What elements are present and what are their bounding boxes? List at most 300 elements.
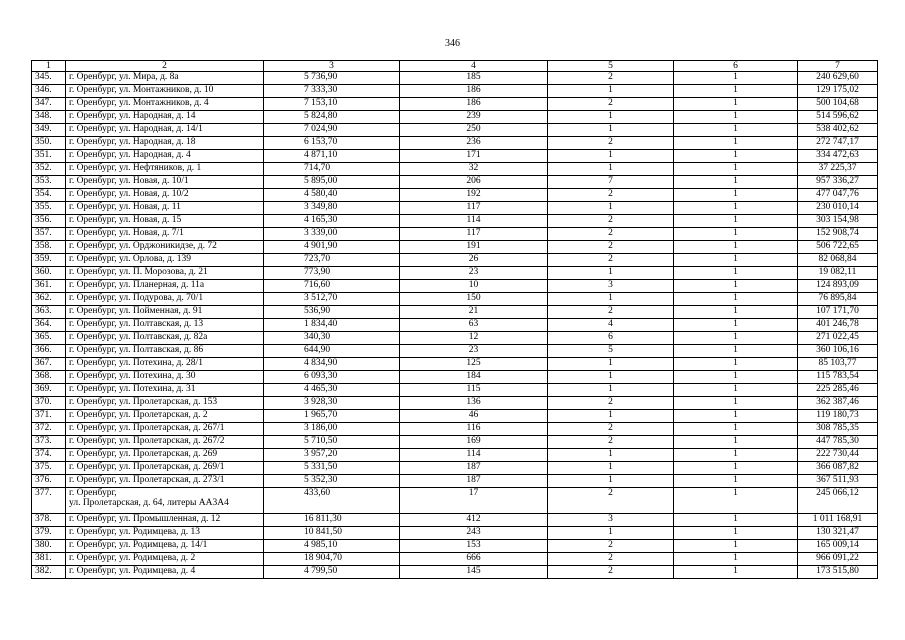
residents-cell: 187 xyxy=(400,475,548,488)
address-cell: г. Оренбург, ул. Полтавская, д. 13 xyxy=(66,319,264,332)
flag-cell: 1 xyxy=(674,540,798,553)
amount-cell: 366 087,82 xyxy=(798,462,878,475)
row-number: 370. xyxy=(32,397,66,410)
residents-cell: 21 xyxy=(400,306,548,319)
area-cell: 340,30 xyxy=(264,332,400,345)
address-cell: г. Оренбург, ул. Потехина, д. 30 xyxy=(66,371,264,384)
table-row xyxy=(32,306,878,319)
row-number: 345. xyxy=(32,72,66,85)
category-cell: 6 xyxy=(548,332,674,345)
area-cell: 716,60 xyxy=(264,280,400,293)
flag-cell: 1 xyxy=(674,85,798,98)
area-cell: 5 331,50 xyxy=(264,462,400,475)
flag-cell: 1 xyxy=(674,306,798,319)
residents-cell: 125 xyxy=(400,358,548,371)
area-cell: 4 799,50 xyxy=(264,566,400,579)
category-cell: 1 xyxy=(548,371,674,384)
category-cell: 3 xyxy=(548,514,674,527)
residents-cell: 153 xyxy=(400,540,548,553)
area-cell: 723,70 xyxy=(264,254,400,267)
residents-cell: 412 xyxy=(400,514,548,527)
area-cell: 6 153,70 xyxy=(264,137,400,150)
row-number: 369. xyxy=(32,384,66,397)
address-cell: г. Оренбург, ул. Полтавская, д. 82а xyxy=(66,332,264,345)
amount-cell: 1 011 168,91 xyxy=(798,514,878,527)
amount-cell: 362 387,46 xyxy=(798,397,878,410)
table-row xyxy=(32,176,878,189)
table-row xyxy=(32,72,878,85)
flag-cell: 1 xyxy=(674,488,798,514)
flag-cell: 1 xyxy=(674,514,798,527)
amount-cell: 308 785,35 xyxy=(798,423,878,436)
table-row xyxy=(32,514,878,527)
address-cell: г. Оренбург, ул. Промышленная, д. 12 xyxy=(66,514,264,527)
row-number: 376. xyxy=(32,475,66,488)
category-cell: 4 xyxy=(548,319,674,332)
table-row xyxy=(32,540,878,553)
residents-cell: 186 xyxy=(400,85,548,98)
residents-cell: 243 xyxy=(400,527,548,540)
table-row xyxy=(32,293,878,306)
table-row xyxy=(32,241,878,254)
address-cell: г. Оренбург, ул. Подурова, д. 70/1 xyxy=(66,293,264,306)
category-cell: 1 xyxy=(548,124,674,137)
flag-cell: 1 xyxy=(674,345,798,358)
residents-cell: 17 xyxy=(400,488,548,514)
table-row xyxy=(32,228,878,241)
row-number: 364. xyxy=(32,319,66,332)
residents-cell: 150 xyxy=(400,293,548,306)
row-number: 354. xyxy=(32,189,66,202)
address-cell: г. Оренбург, ул. Народная, д. 14 xyxy=(66,111,264,124)
row-number: 346. xyxy=(32,85,66,98)
residents-cell: 187 xyxy=(400,462,548,475)
residents-cell: 250 xyxy=(400,124,548,137)
row-number: 374. xyxy=(32,449,66,462)
category-cell: 2 xyxy=(548,423,674,436)
address-cell: г. Оренбург, ул. Пролетарская, д. 2 xyxy=(66,410,264,423)
page-number: 346 xyxy=(445,38,460,49)
area-cell: 3 512,70 xyxy=(264,293,400,306)
amount-cell: 152 908,74 xyxy=(798,228,878,241)
flag-cell: 1 xyxy=(674,449,798,462)
row-number: 358. xyxy=(32,241,66,254)
category-cell: 2 xyxy=(548,215,674,228)
residents-cell: 186 xyxy=(400,98,548,111)
area-cell: 3 957,20 xyxy=(264,449,400,462)
amount-cell: 506 722,65 xyxy=(798,241,878,254)
residents-cell: 46 xyxy=(400,410,548,423)
amount-cell: 173 515,80 xyxy=(798,566,878,579)
amount-cell: 19 082,11 xyxy=(798,267,878,280)
row-number: 382. xyxy=(32,566,66,579)
table-row xyxy=(32,319,878,332)
area-cell: 3 339,00 xyxy=(264,228,400,241)
amount-cell: 37 225,37 xyxy=(798,163,878,176)
category-cell: 2 xyxy=(548,553,674,566)
row-number: 357. xyxy=(32,228,66,241)
row-number: 361. xyxy=(32,280,66,293)
table-row xyxy=(32,98,878,111)
table-body xyxy=(32,61,878,579)
category-cell: 1 xyxy=(548,358,674,371)
residents-cell: 169 xyxy=(400,436,548,449)
amount-cell: 514 596,62 xyxy=(798,111,878,124)
residents-cell: 115 xyxy=(400,384,548,397)
table-row xyxy=(32,202,878,215)
amount-cell: 119 180,73 xyxy=(798,410,878,423)
amount-cell: 401 246,78 xyxy=(798,319,878,332)
table-row xyxy=(32,436,878,449)
amount-cell: 360 106,16 xyxy=(798,345,878,358)
housing-register-table xyxy=(31,60,878,579)
category-cell: 1 xyxy=(548,111,674,124)
category-cell: 1 xyxy=(548,410,674,423)
table-row xyxy=(32,553,878,566)
residents-cell: 114 xyxy=(400,215,548,228)
residents-cell: 117 xyxy=(400,228,548,241)
row-number: 353. xyxy=(32,176,66,189)
residents-cell: 32 xyxy=(400,163,548,176)
flag-cell: 1 xyxy=(674,202,798,215)
flag-cell: 1 xyxy=(674,397,798,410)
row-number: 379. xyxy=(32,527,66,540)
category-cell: 3 xyxy=(548,280,674,293)
amount-cell: 124 893,09 xyxy=(798,280,878,293)
row-number: 363. xyxy=(32,306,66,319)
area-cell: 16 811,30 xyxy=(264,514,400,527)
area-cell: 6 093,30 xyxy=(264,371,400,384)
residents-cell: 117 xyxy=(400,202,548,215)
row-number: 373. xyxy=(32,436,66,449)
address-cell: г. Оренбург, ул. Родимцева, д. 13 xyxy=(66,527,264,540)
address-cell: г. Оренбург, ул. Полтавская, д. 86 xyxy=(66,345,264,358)
category-cell: 1 xyxy=(548,449,674,462)
category-cell: 1 xyxy=(548,527,674,540)
area-cell: 5 895,00 xyxy=(264,176,400,189)
flag-cell: 1 xyxy=(674,267,798,280)
category-cell: 2 xyxy=(548,241,674,254)
area-cell: 3 928,30 xyxy=(264,397,400,410)
row-number: 365. xyxy=(32,332,66,345)
flag-cell: 1 xyxy=(674,436,798,449)
flag-cell: 1 xyxy=(674,254,798,267)
table-row xyxy=(32,371,878,384)
row-number: 360. xyxy=(32,267,66,280)
area-cell: 773,90 xyxy=(264,267,400,280)
category-cell: 2 xyxy=(548,137,674,150)
address-cell: г. Оренбург, ул. Новая, д. 10/1 xyxy=(66,176,264,189)
area-cell: 4 871,10 xyxy=(264,150,400,163)
table-row xyxy=(32,397,878,410)
category-cell: 2 xyxy=(548,189,674,202)
flag-cell: 1 xyxy=(674,72,798,85)
residents-cell: 236 xyxy=(400,137,548,150)
address-cell: г. Оренбург, ул. Новая, д. 11 xyxy=(66,202,264,215)
residents-cell: 191 xyxy=(400,241,548,254)
amount-cell: 107 171,70 xyxy=(798,306,878,319)
area-cell: 3 349,80 xyxy=(264,202,400,215)
amount-cell: 500 104,68 xyxy=(798,98,878,111)
table-row xyxy=(32,527,878,540)
table-row xyxy=(32,85,878,98)
amount-cell: 966 091,22 xyxy=(798,553,878,566)
amount-cell: 129 175,02 xyxy=(798,85,878,98)
flag-cell: 1 xyxy=(674,228,798,241)
area-cell: 5 710,50 xyxy=(264,436,400,449)
area-cell: 18 904,70 xyxy=(264,553,400,566)
address-cell: г. Оренбург, ул. Пролетарская, д. 153 xyxy=(66,397,264,410)
row-number: 348. xyxy=(32,111,66,124)
column-header: 2 xyxy=(66,61,264,72)
amount-cell: 303 154,98 xyxy=(798,215,878,228)
address-cell: г. Оренбург, ул. Новая, д. 7/1 xyxy=(66,228,264,241)
residents-cell: 666 xyxy=(400,553,548,566)
category-cell: 2 xyxy=(548,72,674,85)
address-cell: г. Оренбург, ул. Нефтяников, д. 1 xyxy=(66,163,264,176)
residents-cell: 63 xyxy=(400,319,548,332)
residents-cell: 185 xyxy=(400,72,548,85)
table-row xyxy=(32,462,878,475)
address-cell: г. Оренбург, ул. Пролетарская, д. 269 xyxy=(66,449,264,462)
amount-cell: 225 285,46 xyxy=(798,384,878,397)
category-cell: 1 xyxy=(548,150,674,163)
table-row xyxy=(32,254,878,267)
residents-cell: 136 xyxy=(400,397,548,410)
address-cell: г. Оренбург, ул. Орлова, д. 139 xyxy=(66,254,264,267)
row-number: 367. xyxy=(32,358,66,371)
address-cell: г. Оренбург, ул. Потехина, д. 28/1 xyxy=(66,358,264,371)
address-cell: г. Оренбург, ул. Пролетарская, д. 269/1 xyxy=(66,462,264,475)
category-cell: 2 xyxy=(548,488,674,514)
row-number: 362. xyxy=(32,293,66,306)
row-number: 366. xyxy=(32,345,66,358)
column-header: 5 xyxy=(548,61,674,72)
column-header: 4 xyxy=(400,61,548,72)
row-number: 371. xyxy=(32,410,66,423)
amount-cell: 334 472,63 xyxy=(798,150,878,163)
amount-cell: 230 010,14 xyxy=(798,202,878,215)
amount-cell: 222 730,44 xyxy=(798,449,878,462)
address-cell: г. Оренбург, ул. Народная, д. 18 xyxy=(66,137,264,150)
area-cell: 536,90 xyxy=(264,306,400,319)
flag-cell: 1 xyxy=(674,137,798,150)
residents-cell: 116 xyxy=(400,423,548,436)
flag-cell: 1 xyxy=(674,475,798,488)
flag-cell: 1 xyxy=(674,124,798,137)
address-cell: г. Оренбург, ул. Пролетарская, д. 64, литеры АА3А4 xyxy=(66,488,264,514)
category-cell: 2 xyxy=(548,436,674,449)
address-cell: г. Оренбург, ул. Пролетарская, д. 267/1 xyxy=(66,423,264,436)
amount-cell: 85 103,77 xyxy=(798,358,878,371)
table-row xyxy=(32,163,878,176)
residents-cell: 23 xyxy=(400,267,548,280)
flag-cell: 1 xyxy=(674,358,798,371)
area-cell: 7 333,30 xyxy=(264,85,400,98)
category-cell: 5 xyxy=(548,345,674,358)
category-cell: 7 xyxy=(548,176,674,189)
row-number: 381. xyxy=(32,553,66,566)
column-header: 7 xyxy=(798,61,878,72)
category-cell: 1 xyxy=(548,163,674,176)
address-cell: г. Оренбург, ул. Мира, д. 8а xyxy=(66,72,264,85)
area-cell: 5 736,90 xyxy=(264,72,400,85)
residents-cell: 206 xyxy=(400,176,548,189)
address-cell: г. Оренбург, ул. Монтажников, д. 4 xyxy=(66,98,264,111)
area-cell: 4 834,90 xyxy=(264,358,400,371)
address-cell: г. Оренбург, ул. Пролетарская, д. 267/2 xyxy=(66,436,264,449)
table-row xyxy=(32,358,878,371)
amount-cell: 130 321,47 xyxy=(798,527,878,540)
table-header-row xyxy=(32,61,878,72)
address-cell: г. Оренбург, ул. Монтажников, д. 10 xyxy=(66,85,264,98)
amount-cell: 367 511,93 xyxy=(798,475,878,488)
flag-cell: 1 xyxy=(674,566,798,579)
category-cell: 1 xyxy=(548,293,674,306)
address-cell: г. Оренбург, ул. Новая, д. 10/2 xyxy=(66,189,264,202)
table-row xyxy=(32,124,878,137)
area-cell: 10 841,50 xyxy=(264,527,400,540)
row-number: 351. xyxy=(32,150,66,163)
category-cell: 1 xyxy=(548,475,674,488)
amount-cell: 115 783,54 xyxy=(798,371,878,384)
table-row xyxy=(32,449,878,462)
row-number: 350. xyxy=(32,137,66,150)
area-cell: 4 465,30 xyxy=(264,384,400,397)
category-cell: 2 xyxy=(548,540,674,553)
table-row xyxy=(32,267,878,280)
table-row xyxy=(32,410,878,423)
area-cell: 1 965,70 xyxy=(264,410,400,423)
category-cell: 1 xyxy=(548,384,674,397)
category-cell: 2 xyxy=(548,397,674,410)
address-cell: г. Оренбург, ул. Родимцева, д. 14/1 xyxy=(66,540,264,553)
category-cell: 2 xyxy=(548,254,674,267)
table-row xyxy=(32,137,878,150)
flag-cell: 1 xyxy=(674,215,798,228)
flag-cell: 1 xyxy=(674,371,798,384)
address-cell: г. Оренбург, ул. Народная, д. 14/1 xyxy=(66,124,264,137)
column-header: 1 xyxy=(32,61,66,72)
row-number: 352. xyxy=(32,163,66,176)
residents-cell: 239 xyxy=(400,111,548,124)
flag-cell: 1 xyxy=(674,527,798,540)
residents-cell: 171 xyxy=(400,150,548,163)
row-number: 377. xyxy=(32,488,66,514)
address-cell: г. Оренбург, ул. Потехина, д. 31 xyxy=(66,384,264,397)
table-row xyxy=(32,423,878,436)
row-number: 368. xyxy=(32,371,66,384)
area-cell: 4 580,40 xyxy=(264,189,400,202)
area-cell: 7 024,90 xyxy=(264,124,400,137)
flag-cell: 1 xyxy=(674,423,798,436)
area-cell: 4 901,90 xyxy=(264,241,400,254)
flag-cell: 1 xyxy=(674,111,798,124)
residents-cell: 10 xyxy=(400,280,548,293)
amount-cell: 538 402,62 xyxy=(798,124,878,137)
flag-cell: 1 xyxy=(674,189,798,202)
address-cell: г. Оренбург, ул. П. Морозова, д. 21 xyxy=(66,267,264,280)
column-header: 3 xyxy=(264,61,400,72)
amount-cell: 477 047,76 xyxy=(798,189,878,202)
area-cell: 5 352,30 xyxy=(264,475,400,488)
category-cell: 2 xyxy=(548,306,674,319)
amount-cell: 82 068,84 xyxy=(798,254,878,267)
category-cell: 2 xyxy=(548,98,674,111)
area-cell: 5 824,80 xyxy=(264,111,400,124)
residents-cell: 145 xyxy=(400,566,548,579)
row-number: 356. xyxy=(32,215,66,228)
row-number: 359. xyxy=(32,254,66,267)
flag-cell: 1 xyxy=(674,332,798,345)
table-row xyxy=(32,345,878,358)
address-cell: г. Оренбург, ул. Планерная, д. 11а xyxy=(66,280,264,293)
row-number: 372. xyxy=(32,423,66,436)
amount-cell: 272 747,17 xyxy=(798,137,878,150)
row-number: 380. xyxy=(32,540,66,553)
address-cell: г. Оренбург, ул. Пролетарская, д. 273/1 xyxy=(66,475,264,488)
flag-cell: 1 xyxy=(674,241,798,254)
area-cell: 644,90 xyxy=(264,345,400,358)
area-cell: 4 985,10 xyxy=(264,540,400,553)
table-row xyxy=(32,332,878,345)
column-header: 6 xyxy=(674,61,798,72)
table-row xyxy=(32,280,878,293)
table-row xyxy=(32,384,878,397)
amount-cell: 240 629,60 xyxy=(798,72,878,85)
residents-cell: 114 xyxy=(400,449,548,462)
residents-cell: 12 xyxy=(400,332,548,345)
amount-cell: 271 022,45 xyxy=(798,332,878,345)
address-cell: г. Оренбург, ул. Родимцева, д. 2 xyxy=(66,553,264,566)
residents-cell: 192 xyxy=(400,189,548,202)
table-row xyxy=(32,475,878,488)
table-row xyxy=(32,189,878,202)
address-cell: г. Оренбург, ул. Народная, д. 4 xyxy=(66,150,264,163)
amount-cell: 245 066,12 xyxy=(798,488,878,514)
table-row xyxy=(32,150,878,163)
residents-cell: 23 xyxy=(400,345,548,358)
flag-cell: 1 xyxy=(674,163,798,176)
row-number: 378. xyxy=(32,514,66,527)
area-cell: 7 153,10 xyxy=(264,98,400,111)
table-row xyxy=(32,215,878,228)
flag-cell: 1 xyxy=(674,98,798,111)
amount-cell: 447 785,30 xyxy=(798,436,878,449)
flag-cell: 1 xyxy=(674,410,798,423)
flag-cell: 1 xyxy=(674,176,798,189)
table-row xyxy=(32,488,878,514)
category-cell: 1 xyxy=(548,267,674,280)
residents-cell: 184 xyxy=(400,371,548,384)
address-cell: г. Оренбург, ул. Пойменная, д. 91 xyxy=(66,306,264,319)
address-cell: г. Оренбург, ул. Новая, д. 15 xyxy=(66,215,264,228)
residents-cell: 26 xyxy=(400,254,548,267)
category-cell: 2 xyxy=(548,228,674,241)
address-cell: г. Оренбург, ул. Орджоникидзе, д. 72 xyxy=(66,241,264,254)
area-cell: 4 165,30 xyxy=(264,215,400,228)
row-number: 375. xyxy=(32,462,66,475)
category-cell: 1 xyxy=(548,85,674,98)
row-number: 349. xyxy=(32,124,66,137)
flag-cell: 1 xyxy=(674,319,798,332)
area-cell: 714,70 xyxy=(264,163,400,176)
category-cell: 1 xyxy=(548,202,674,215)
flag-cell: 1 xyxy=(674,384,798,397)
amount-cell: 165 009,14 xyxy=(798,540,878,553)
category-cell: 1 xyxy=(548,462,674,475)
area-cell: 3 186,00 xyxy=(264,423,400,436)
